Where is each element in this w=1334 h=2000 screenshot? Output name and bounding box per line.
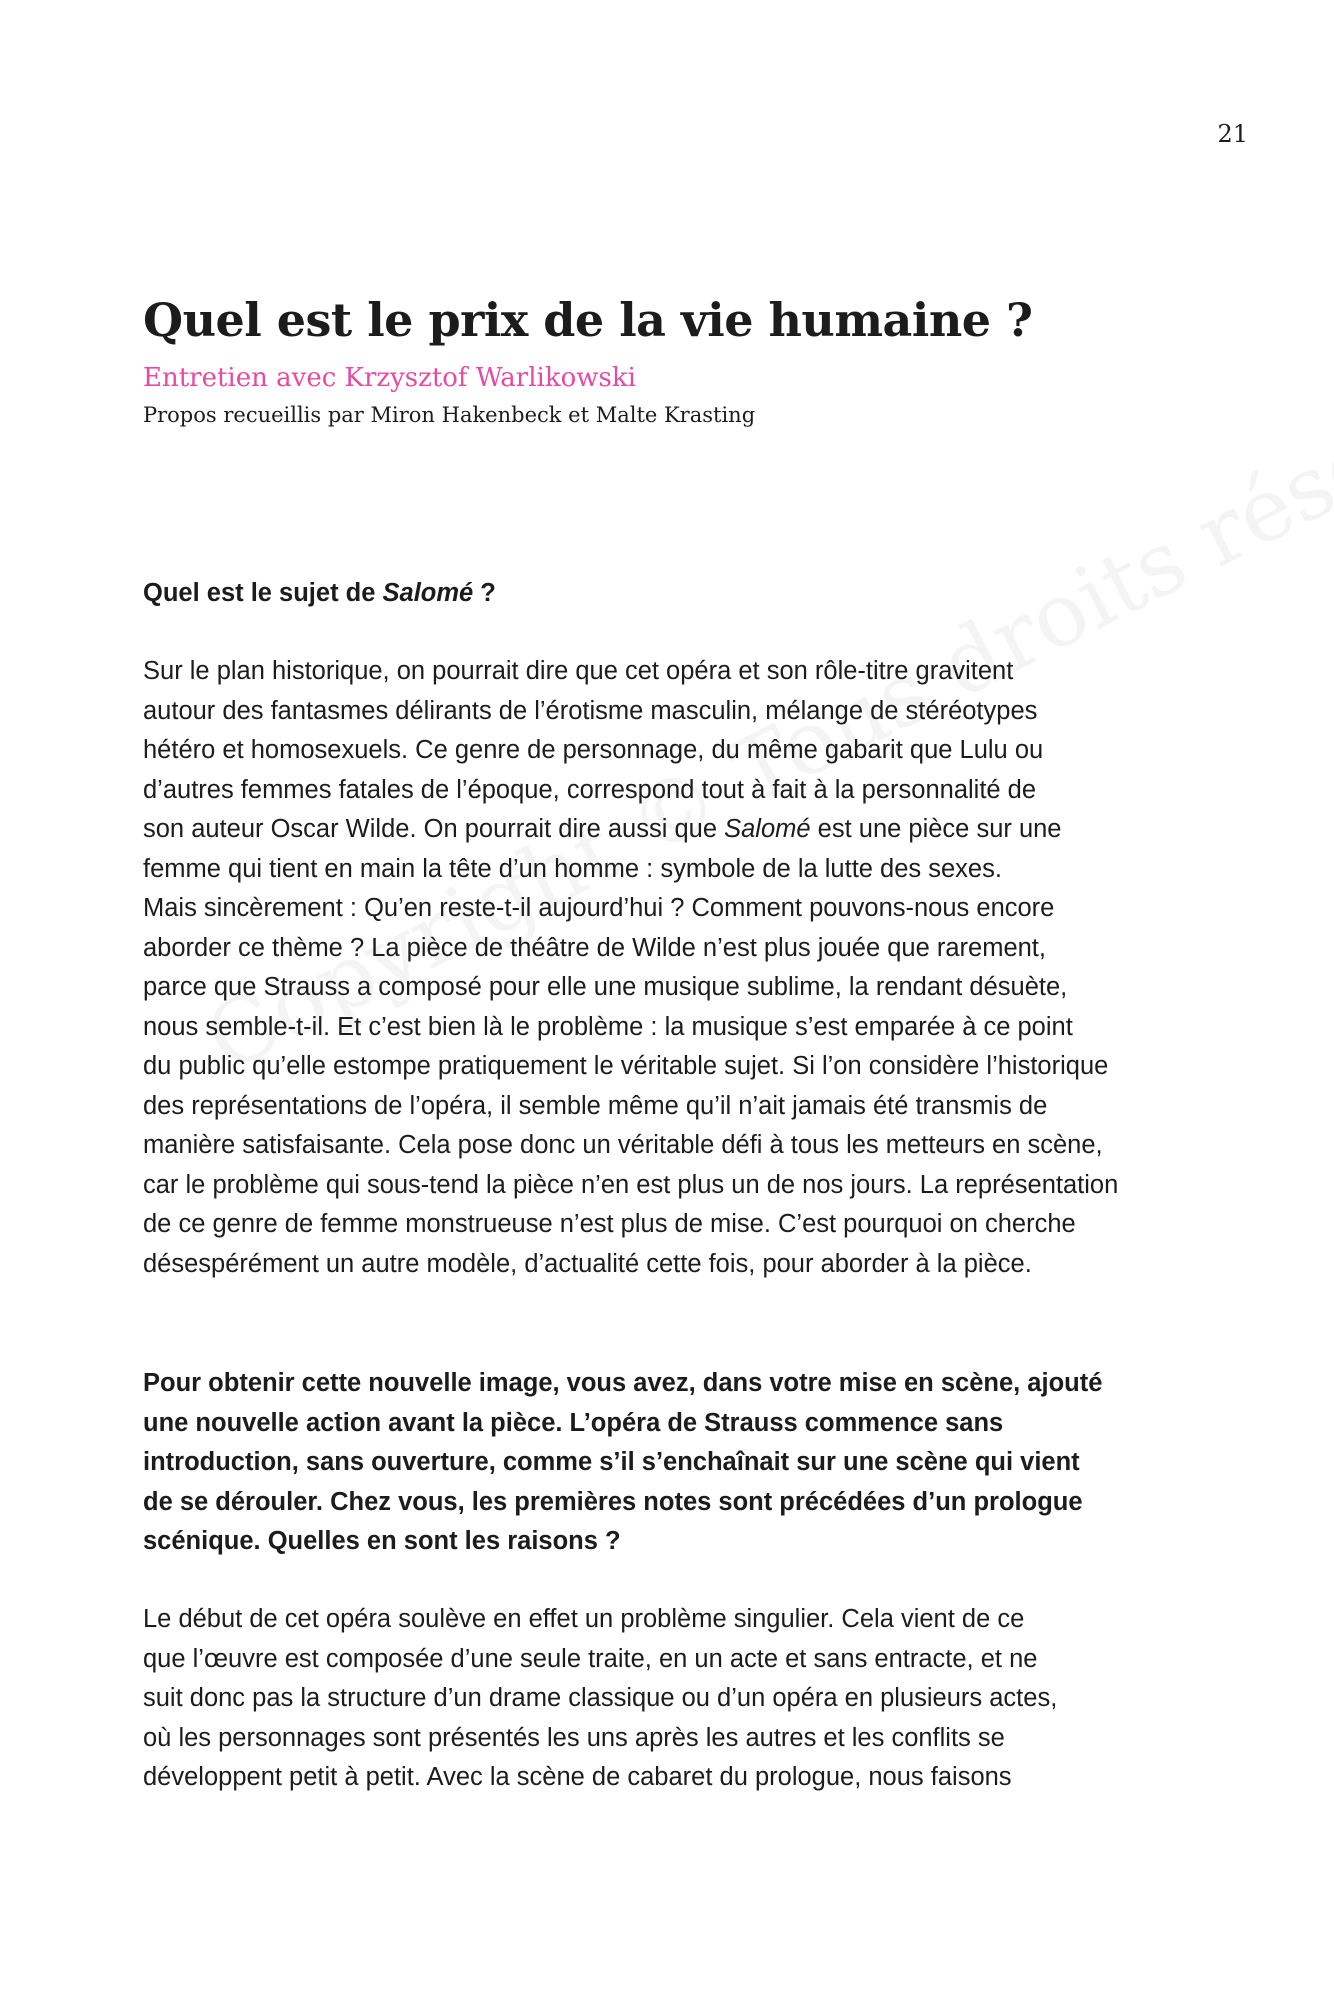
question-2-line: de se dérouler. Chez vous, les premières notes sont précédées d’un prologue [143,1487,1083,1516]
answer-1-line: aborder ce thème ? La pièce de théâtre de Wilde n’est plus jouée que rarement, [143,933,1046,962]
answer-1-line: désespérément un autre modèle, d’actualité cette fois, pour aborder à la pièce. [143,1249,1032,1278]
question-1-line [143,574,1203,614]
question-1-italic-title: Salomé [382,579,474,607]
answer-1-line-text-end: est une pièce sur une [810,815,1062,843]
answer-1-line: de ce genre de femme monstrueuse n’est plus de mise. C’est pourquoi on cherche [143,1210,1076,1238]
answer-1-line: femme qui tient en main la tête d’un homme : symbole de la lutte des sexes. [143,854,1002,883]
answer-1 [143,652,1203,1284]
answer-1-line: du public qu’elle estompe pratiquement le véritable sujet. Si l’on considère l’historique [143,1052,1109,1080]
answer-1-line: nous semble-t-il. Et c’est bien là le problème : la musique s’est emparée à ce point [143,1012,1073,1041]
answer-1-line-text: son auteur Oscar Wilde. On pourrait dire aussi que [143,815,725,843]
answer-1-line: parce que Strauss a composé pour elle une musique sublime, la rendant désuète, [143,973,1068,1001]
question-1 [143,574,1203,614]
question-2 [143,1364,1203,1562]
article-byline: Propos recueillis par Miron Hakenbeck et Malte Krasting [143,403,756,427]
answer-1-line: Sur le plan historique, on pourrait dire que cet opéra et son rôle-titre gravitent [143,657,1014,685]
answer-2-line: Le début de cet opéra soulève en effet un problème singulier. Cela vient de ce [143,1605,1025,1633]
question-2-line: une nouvelle action avant la pièce. L’opéra de Strauss commence sans [143,1408,1004,1437]
question-1-text-end: ? [473,579,496,607]
answer-1-line: des représentations de l’opéra, il semble même qu’il n’ait jamais été transmis de [143,1091,1048,1120]
question-2-line: introduction, sans ouverture, comme s’il s’enchaînait sur une scène qui vient [143,1448,1080,1476]
question-1-text: Quel est le sujet de [143,579,383,607]
article-subtitle: Entretien avec Krzysztof Warlikowski [143,363,636,393]
answer-1-line: Mais sincèrement : Qu’en reste-t-il aujourd’hui ? Comment pouvons-nous encore [143,894,1055,922]
answer-2-line: où les personnages sont présentés les uns après les autres et les conflits se [143,1723,1005,1752]
answer-1-line: car le problème qui sous-tend la pièce n’en est plus un de nos jours. La représentation [143,1170,1119,1199]
answer-2-line: suit donc pas la structure d’un drame classique ou d’un opéra en plusieurs actes, [143,1684,1058,1712]
article-header [143,292,1203,430]
answer-1-line: hétéro et homosexuels. Ce genre de personnage, du même gabarit que Lulu ou [143,736,1044,764]
answer-2-line: que l’œuvre est composée d’une seule traite, en un acte et sans entracte, et ne [143,1644,1038,1673]
answer-1-italic-title: Salomé [724,815,811,843]
answer-2 [143,1600,1203,1798]
page-number: 21 [1217,120,1248,148]
answer-2-line: développent petit à petit. Avec la scène de cabaret du prologue, nous faisons [143,1763,1012,1791]
answer-1-line: autour des fantasmes délirants de l’érotisme masculin, mélange de stéréotypes [143,696,1038,725]
answer-1-line: manière satisfaisante. Cela pose donc un véritable défi à tous les metteurs en scène, [143,1131,1103,1159]
question-2-line: Pour obtenir cette nouvelle image, vous avez, dans votre mise en scène, ajouté [143,1369,1103,1397]
answer-1-line: d’autres femmes fatales de l’époque, correspond tout à fait à la personnalité de [143,775,1037,804]
question-2-line: scénique. Quelles en sont les raisons ? [143,1527,621,1555]
answer-1-line [143,810,1203,850]
article-title: Quel est le prix de la vie humaine ? [143,293,1033,347]
